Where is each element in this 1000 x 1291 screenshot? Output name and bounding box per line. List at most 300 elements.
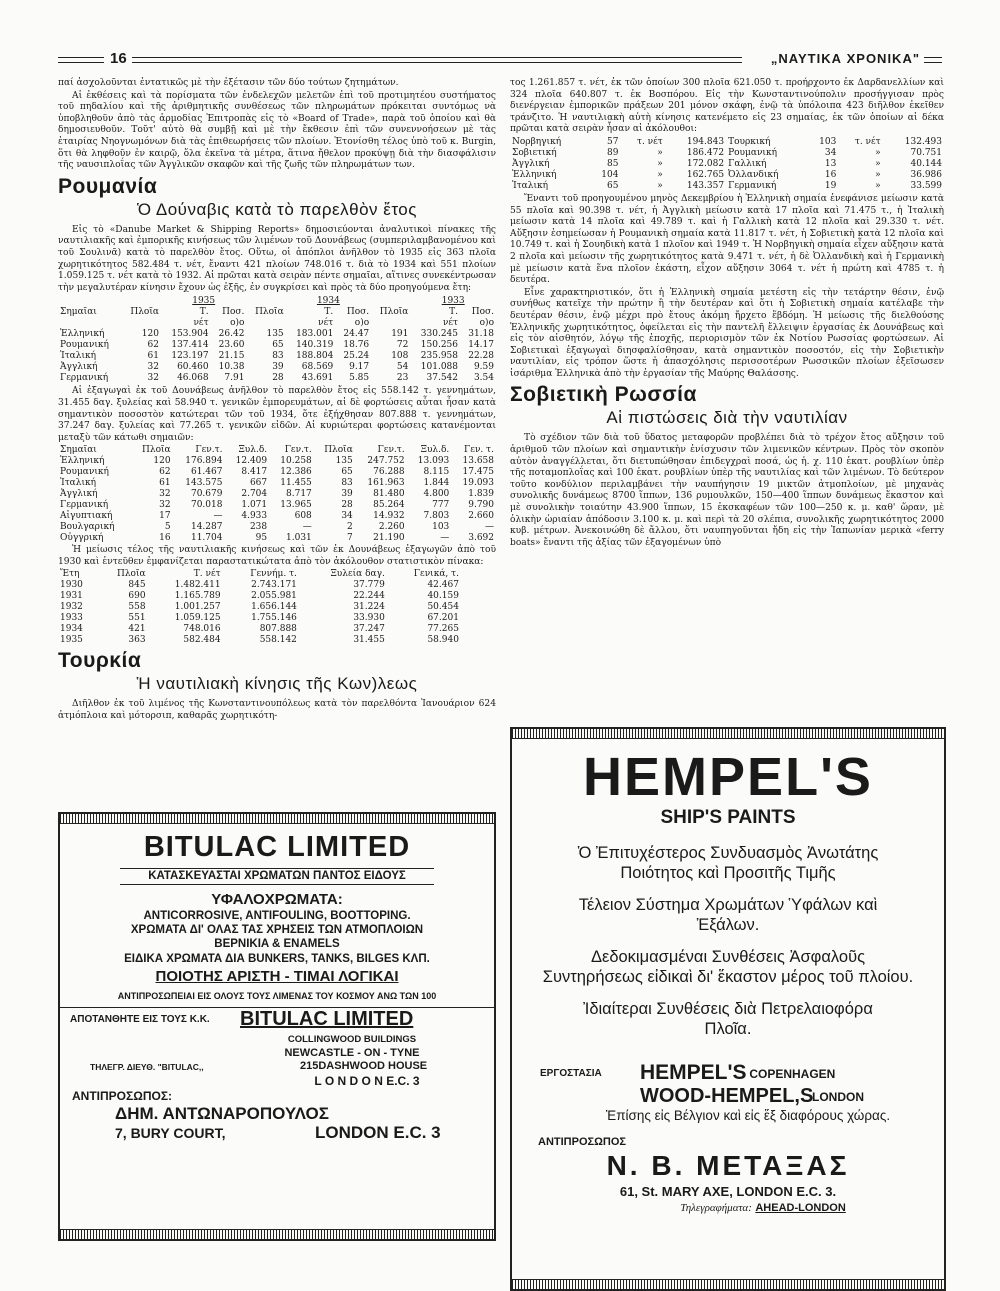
year-cell: 1934 — [316, 296, 340, 307]
bitulac-line: ΕΙΔΙΚΑ ΧΡΩΜΑΤΑ ΔΙΑ BUNKERS, TANKS, BILGES ΚΛΠ. — [124, 953, 430, 965]
table-cell: Ρουμανική — [728, 147, 777, 158]
table-cell: 39 — [341, 489, 353, 500]
table-cell: 2.260 — [378, 522, 405, 533]
table-cell: 162.765 — [686, 169, 725, 180]
table-cell: 132.493 — [904, 136, 942, 147]
table-cell: Ἔτη — [60, 569, 80, 580]
constantinople-flags-table — [510, 137, 944, 192]
table-cell: 19 — [824, 180, 837, 191]
table-cell: 143.357 — [686, 180, 725, 191]
table-cell: 1.755.146 — [251, 613, 297, 624]
table-cell: 140.319 — [296, 340, 334, 351]
table-cell: 83 — [341, 478, 353, 489]
bitulac-contact-name: BITULAC LIMITED — [240, 1008, 414, 1030]
table-body — [58, 456, 496, 544]
table-cell: 363 — [128, 635, 146, 646]
table-cell: 13 — [824, 158, 837, 169]
bitulac-name: BITULAC LIMITED — [143, 831, 411, 863]
hempel-text: Δεδοκιμασμέναι Συνθέσεις Ἀσφαλοῦς Συντηρήσεως εἰδικαὶ δι' ἕκαστον μέρος τοῦ πλοίου. — [542, 948, 914, 986]
table-cell: 13.965 — [280, 500, 312, 511]
table-cell: 2 — [347, 522, 353, 533]
ad-border-stripe — [60, 1229, 494, 1239]
magazine-title: „ΝΑΥΤΙΚΑ ΧΡΟΝΙΚΑ" — [770, 51, 920, 66]
paragraph: Αἱ ἐξαγωγαὶ ἐκ τοῦ Δουνάβεως ἀνῆλθον τὸ παρελθὸν ἔτος εἰς 558.142 τ. γεννημάτων, 31.455 δαγ. ξυλείας καὶ 58.940 τ. γενικῶν ἐμπορευμάτων, αἱ δὲ φορτώσεις αὗται ἦσαν κατὰ σημαντικὸν ποσοστὸν κατώτεραι τῶν τοῦ 1934, ὅτε ἐξήχθησαν 807.888 τ. γεννημάτων, 37.247 δαγ. ξυλείας καὶ 77.265 τ. γενικῶν εἰδῶν. Αἱ κυριώτεραι φορτώσεις κατανέμονται μεταξὺ τῶν κάτωθι σημαιῶν: — [58, 386, 496, 443]
table-cell: 4.800 — [423, 489, 450, 500]
hempel-text: Ὁ Ἐπιτυχέστερος Συνδυασμὸς Ἀνωτάτης Ποιότητος καὶ Προσιτῆς Τιμῆς — [577, 844, 879, 882]
table-cell: 31.224 — [353, 602, 385, 613]
table-cell: 37.542 — [426, 373, 459, 384]
table-cell: 72 — [396, 340, 409, 351]
section-heading-soviet: Σοβιετικὴ Ρωσσία — [510, 383, 697, 407]
bitulac-rep-name: ΔΗΜ. ΑΝΤΩΝΑΡΟΠΟΥΛΟΣ — [115, 1104, 329, 1123]
bitulac-address-line: NEWCASTLE - ON - TYNE — [284, 1047, 420, 1059]
table-cell: Γεν.τ. — [377, 445, 405, 456]
table-cell: 247.752 — [367, 456, 405, 467]
header-rule-right — [924, 57, 942, 63]
table-cell: Αἰγυπτιακή — [60, 511, 113, 522]
table-cell: 1.482.411 — [174, 580, 221, 591]
table-cell: 104 — [601, 169, 619, 180]
table-cell: 1935 — [60, 635, 83, 646]
table-row — [58, 613, 461, 624]
table-cell: 558.142 — [259, 635, 297, 646]
table-cell: Γαλλική — [728, 158, 767, 169]
table-row — [58, 624, 461, 635]
table-cell: 1930 — [60, 580, 83, 591]
table-cell: Ξυλ.δ. — [420, 445, 450, 456]
table-cell: Ἰταλική — [512, 180, 548, 191]
table-cell: 10.38 — [218, 362, 245, 373]
table-cell: 31.18 — [468, 329, 494, 340]
table-cell: 25.24 — [343, 351, 370, 362]
table-row — [58, 522, 496, 533]
table-cell: » — [657, 180, 663, 191]
year-cell: 1933 — [441, 296, 465, 307]
paragraph: Τὸ σχέδιον τῶν διὰ τοῦ ὕδατος μεταφορῶν προβλέπει διὰ τὸ τρέχον ἔτος αὔξησιν τοῦ ἀριθμοῦ τῶν πλοίων καὶ σημαντικὴν ἐνίσχυσιν τῶν λιμενικῶν κέντρων. Πρὸς τὸν σκοπὸν αὐτὸν ἀναγγέλλεται, ὅτι διετυπώθησαν ἐπιδεγχραὶ ποσά, ὡς ἡ. χ. 110 ἑκατ. ρουβλίων ὑπὲρ τῆς ποταμοπλοΐας καὶ 100 ἑκατ. ρουβλίων ὑπὲρ τῆς ναυτιλίας καὶ τῶν λιμένων. Τὸ δεύτερον τοῦτο κονδύλιον περιλαμβάνει τὴν ναυπήγησιν 19 μικτῶν ἀτμοπλοίων, μὲ μηχανὰς συνολικῆς δυνάμεως 8700 ἵππων, 136 ρυμουλκῶν, 150—400 ἵππων δυνάμεως ἕκαστον καὶ μὲ συνολικὴν τοιαύτην 43.900 ἵππων, 15 ἐκσκαφέων τῶν 100—250 κ. μ. καθ' ὥραν, μὲ ὁλικὴν ὡριαίαν ἀπόδοσιν 3.100 κ. μ. καὶ περὶ τὰ 20 σλέπια, συνολικῆς χωρητικότητος 2000 κυβ. μέτρων. Ἀνεκοινώθη δὲ ἄλλου, ὅτι ναυπηγοῦνται ἤδη εἰς τὴν Ἰαπωνίαν μερικὰ «ferry boats» ἔναντι τῆς ἀξίας τῶν ἐξαγομένων ὑπὸ — [510, 433, 944, 548]
table-cell: Ξυλεία δαγ. — [330, 569, 385, 580]
left-column — [58, 78, 496, 724]
table-cell: Ποσ. — [471, 307, 494, 318]
table-cell: 5.85 — [349, 373, 370, 384]
table-row — [58, 591, 461, 602]
table-cell: » — [875, 180, 881, 191]
table-cell: 103 — [819, 136, 837, 147]
table-cell: Ἑλληνική — [512, 169, 557, 180]
table-cell: Ρουμανική — [60, 467, 109, 478]
table-cell: ο)ο — [230, 318, 245, 329]
table-row — [510, 170, 944, 181]
table-cell: » — [657, 147, 663, 158]
paragraph: τος 1.261.857 τ. νέτ, ἐκ τῶν ὁποίων 300 πλοῖα 621.050 τ. προήρχοντο ἐκ Δαρδανελλίων καὶ 324 πλοῖα 640.807 τ. ἐκ Βοσπόρου. Εἰς τὴν Κωνσταντινούπολιν προσήγγισαν πρὸς διενέργειαν ἐμπορικῶν πράξεων 201 μόνον σκάφη, ἐνῷ τὰ ὑπόλοιπα 423 διῆλθον ἐκεῖθεν τράνζιτο. Ἡ ναυτιλιακὴ αὐτὴ κίνησις κατενέμετο εἰς 23 σημαίας, ἐκ τῶν ὁποίων αἱ δέκα πρῶται κατὰ σειρὰν ἦσαν αἱ ἀκόλουθοι: — [510, 78, 944, 135]
exports-by-flag-table — [58, 445, 496, 544]
hempel-telegram-value: AHEAD-LONDON — [755, 1202, 846, 1214]
table-cell: Ἀγγλική — [60, 362, 98, 373]
table-cell: Σημαῖαι — [60, 307, 97, 318]
table-cell: Πλοῖα — [142, 445, 171, 456]
table-row — [58, 340, 496, 351]
table-row — [58, 351, 496, 362]
table-cell: 11.455 — [280, 478, 312, 489]
table-cell: 89 — [607, 147, 619, 158]
table-cell: νέτ — [318, 318, 334, 329]
table-cell: 238 — [249, 522, 268, 533]
table-cell: 690 — [128, 591, 146, 602]
table-row — [58, 580, 461, 591]
table-row — [58, 362, 496, 373]
table-cell: 67.201 — [427, 613, 459, 624]
table-cell: 95 — [255, 533, 268, 544]
table-cell: 61 — [159, 478, 171, 489]
table-cell: 17.475 — [462, 467, 494, 478]
year-cell: 1935 — [192, 296, 216, 307]
table-cell: 188.804 — [296, 351, 334, 362]
table-cell: 608 — [294, 511, 312, 522]
hempel-name: HEMPEL'S — [583, 747, 873, 807]
table-cell: Γεν.τ. — [284, 445, 312, 456]
table-cell: 7.803 — [423, 511, 450, 522]
table-cell: 54 — [396, 362, 409, 373]
hempel-text: Τέλειον Σύστημα Χρωμάτων Ὑφάλων καὶ Ἐξάλων. — [578, 896, 878, 934]
table-cell: Πλοῖα — [117, 569, 146, 580]
table-cell: 186.472 — [686, 147, 725, 158]
bitulac-tagline: ΚΑΤΑΣΚΕΥΑΣΤΑΙ ΧΡΩΜΑΤΩΝ ΠΑΝΤΟΣ ΕΙΔΟΥΣ — [120, 868, 434, 885]
table-cell: 14.932 — [373, 511, 405, 522]
table-cell: Γενικά, τ. — [413, 569, 459, 580]
table-cell: 70.018 — [190, 500, 223, 511]
table-cell: 77.265 — [427, 624, 459, 635]
table-cell: — — [213, 511, 223, 522]
table-cell: 33.930 — [353, 613, 385, 624]
table-cell: » — [875, 158, 881, 169]
table-cell: 11.704 — [190, 533, 223, 544]
bitulac-line: ΥΦΑΛΟΧΡΩΜΑΤΑ: — [211, 891, 343, 908]
table-body — [58, 329, 496, 384]
table-cell: Τ. — [199, 307, 209, 318]
bitulac-telegram-row — [60, 1060, 494, 1074]
table-cell: 7.91 — [224, 373, 245, 384]
table-cell: 551 — [128, 613, 146, 624]
table-cell: Γεννήμ. τ. — [250, 569, 297, 580]
table-row — [58, 467, 496, 478]
paragraph: Εἶνε χαρακτηριστικόν, ὅτι ἡ Ἑλληνικὴ σημαία μετέστη εἰς τὴν τετάρτην θέσιν, ἐνῷ συνήθως κατεῖχε τὴν πρώτην ἢ τὴν δευτέραν καὶ ὅτι ἡ Σοβιετικὴ σημαία κατέλαβε τὴν δευτέραν θέσιν, ἐνῷ μέχρι πρὸ ἔτους ἀκόμη ἤρχετο ἕβδόμη. Ἡ μείωσις τῆς διελθούσης Ἑλληνικῆς χωρητικότητος, ὀφείλεται εἰς τὴν παντελῆ ἔλλειψιν ἐργασίας ἐκ Δουνάβεως καὶ εἰς τὸν αἰσθητόν, λόγῳ τῆς ἐποχῆς, περιορισμὸν τῶν ἐκ Νοτίου Ρωσσίας φορτώσεων. Αἱ Σοβιετικαὶ ἐξαγωγαὶ διησφαλίσθησαν, κατὰ σημαντικὸν ποσοστόν, εἰς τὴν Σοβιετικὴν ναυτιλίαν, εἰς τρόπον ὥστε ἡ ἀπασχόλησις περισσοτέρων Ρωσσικῶν πλοίων ἐξεῖσωσεν ἰσάριθμα Ἑλληνικὰ ἀπὸ τὴν ἐργασίαν τῆς Μαύρης Θαλάσσης. — [510, 287, 944, 379]
table-cell: 120 — [141, 329, 159, 340]
table-cell: 2.743.171 — [251, 580, 297, 591]
hempel-london-row — [512, 1085, 944, 1107]
table-cell: 18.76 — [343, 340, 370, 351]
table-cell: 50.454 — [427, 602, 459, 613]
table-cell: ο)ο — [479, 318, 494, 329]
hempel-rep-label: ΑΝΤΙΠΡΟΣΩΠΟΣ — [538, 1136, 627, 1148]
table-row — [58, 635, 461, 646]
table-cell: 40.144 — [910, 158, 942, 169]
table-cell: Γερμανική — [60, 373, 109, 384]
table-cell: 3.54 — [473, 373, 494, 384]
table-cell: 85 — [607, 158, 619, 169]
table-cell: 153.904 — [171, 329, 209, 340]
table-cell: 1933 — [60, 613, 83, 624]
table-cell: 85.264 — [373, 500, 405, 511]
table-cell: 194.843 — [686, 136, 725, 147]
table-cell: 40.159 — [427, 591, 459, 602]
table-cell: 777 — [432, 500, 450, 511]
table-cell: 16 — [159, 533, 171, 544]
table-cell: 5 — [164, 522, 171, 533]
table-cell: 61.467 — [190, 467, 223, 478]
table-cell: Σοβιετική — [512, 147, 557, 158]
table-cell: Ὀλλανδική — [728, 169, 779, 180]
table-cell: 76.288 — [373, 467, 405, 478]
hempel-agent-name: Ν. Β. ΜΕΤΑΞΑΣ — [606, 1150, 850, 1181]
table-header-row — [58, 445, 496, 456]
bitulac-agencies: ΑΝΤΙΠΡΟΣΩΠΕΙΑΙ ΕΙΣ ΟΛΟΥΣ ΤΟΥΣ ΛΙΜΕΝΑΣ ΤΟΥ ΚΟΣΜΟΥ ΑΝΩ ΤΩΝ 100 — [117, 991, 437, 1001]
table-cell: 70.751 — [910, 147, 942, 158]
paragraph: παί ἀσχολοῦνται ἐντατικῶς μὲ τὴν ἐξέτασιν τῶν δύο τούτων ζητημάτων. — [58, 78, 399, 88]
bitulac-line: ΧΡΩΜΑΤΑ ΔΙ' ΟΛΑΣ ΤΑΣ ΧΡΗΣΕΙΣ ΤΩΝ ΑΤΜΟΠΛΟΙΩΝ — [130, 924, 424, 936]
hempel-factory-label: ΕΡΓΟΣΤΑΣΙΑ — [540, 1068, 602, 1079]
table-cell: Σημαῖαι — [60, 445, 97, 456]
table-cell: 58.940 — [427, 635, 459, 646]
table-cell: 22.28 — [468, 351, 494, 362]
table-cell: τ. νέτ — [636, 136, 663, 147]
table-cell: 4.933 — [241, 511, 268, 522]
table-cell: Βουλγαρική — [60, 522, 115, 533]
bitulac-contact-label: ΑΠΟΤΑΝΘΗΤΕ ΕΙΣ ΤΟΥΣ Κ.Κ. — [70, 1014, 210, 1025]
table-cell: — — [485, 522, 494, 533]
table-cell: Ποσ. — [346, 307, 370, 318]
table-row — [510, 137, 944, 148]
table-cell: 172.082 — [686, 158, 725, 169]
table-cell: Ἀγγλική — [512, 158, 550, 169]
yearly-stats-table — [58, 569, 461, 646]
table-cell: 807.888 — [259, 624, 297, 635]
table-cell: Ρουμανική — [60, 340, 109, 351]
table-cell: Γερμανική — [60, 500, 109, 511]
table-cell: 46.068 — [177, 373, 209, 384]
table-cell: Τ. νέτ — [193, 569, 221, 580]
table-cell: 14.17 — [468, 340, 494, 351]
table-cell: Γεν. τ. — [464, 445, 494, 456]
table-cell: 135 — [266, 329, 284, 340]
table-cell: 65 — [272, 340, 284, 351]
bitulac-quality: ΠΟΙΟΤΗΣ ΑΡΙΣΤΗ - ΤΙΜΑΙ ΛΟΓΙΚΑΙ — [155, 968, 399, 985]
table-cell: 21.15 — [218, 351, 245, 362]
table-row — [510, 159, 944, 170]
table-cell: 39 — [272, 362, 284, 373]
table-cell: 34 — [341, 511, 353, 522]
bitulac-rep-label: ΑΝΤΙΠΡΟΣΩΠΟΣ: — [72, 1089, 173, 1103]
table-row — [58, 373, 496, 384]
table-cell: 9.790 — [468, 500, 494, 511]
table-cell: 1934 — [60, 624, 83, 635]
table-row — [58, 500, 496, 511]
table-cell: 2.055.981 — [251, 591, 297, 602]
paragraph: Αἱ ἐκθέσεις καὶ τὰ πορίσματα τῶν ἐνδελεχῶν μελετῶν ἐπὶ τοῦ προτιμητέου συστήματος τοῦ πηδαλίου καὶ τῆς ἀριθμητικῆς συνθέσεως τῶν πληρωμάτων πρόκειται συντόμως νὰ ὑποβληθοῦν ἀπὸ τὰς ἁρμοδίας Ἐπιτροπὰς εἰς τὸ «Board of Trade», παρὰ τοῦ ὁποίου καὶ θὰ δημοσιευθοῦν. Τοῦτ' αὐτὸ θὰ συμβῇ καὶ μὲ τὴν ἔκθεσιν ἐπὶ τῶν συνεννοήσεων μὲ τὰς ἑταιρίας Νηογνωμόνων διὰ τὰς ἐπιθεωρήσεις τῶν πλοίων. Ἐτονίσθη τέλος ὑπὸ τοῦ κ. Burgin, ὅτι θὰ ληφθοῦν ἐν καιρῷ, ὅλα ἐκεῖνα τὰ μέτρα, ἅτινα ἤθελον προκύψῃ διὰ τὴν διασφάλισιν τῆς ναυσιπλοΐας τῶν Ἀγγλικῶν σκαφῶν καὶ τῆς ζωῆς τῶν πληρωμάτων των. — [58, 90, 496, 171]
paragraph: Εἰς τὸ «Danube Market & Shipping Reports» δημοσιεύονται ἀναλυτικοὶ πίνακες τῆς ναυτιλιακῆς καὶ ἐμπορικῆς κινήσεως τῶν λιμένων τοῦ Δουνάβεως (συμπεριλαμβανομένου καὶ τοῦ Σουλινᾶ) κατὰ τὸ παρελθὸν ἔτος. Οὕτω, οἱ ἀπόπλοι ἀνῆλθον τὸ 1935 εἰς 363 πλοῖα χωρητικότητος 582.484 τ. νέτ, ἔναντι 421 πλοίων 748.016 τ. διὰ τὸ 1934 καὶ 551 πλοίων 1.059.125 τ. νέτ κατὰ τὸ 1932. Αἱ πρῶται κατὰ σειρὰν πέντε σημαῖαι, αἵτινες συνεκέντρωσαν τὴν μεγαλυτέραν κίνησιν ἔχουν ὡς ἑξῆς, ἐν συγκρίσει καὶ πρὸς τὰ δύο προηγούμενα ἔτη: — [58, 224, 496, 293]
hempel-advertisement — [510, 727, 946, 1291]
table-cell: 37.247 — [353, 624, 385, 635]
table-row — [58, 511, 496, 522]
table-cell: 120 — [153, 456, 171, 467]
table-cell: 33.599 — [910, 180, 942, 191]
table-cell: 16 — [824, 169, 837, 180]
subheading-constantinople: Ἡ ναυτιλιακὴ κίνησις τῆς Κων)λεως — [136, 674, 418, 694]
table-cell: 34 — [824, 147, 837, 158]
flags-traffic-table — [58, 296, 496, 384]
bitulac-rep-street: 7, BURY COURT, — [115, 1125, 226, 1141]
table-cell: 143.575 — [185, 478, 223, 489]
paragraph: Διῆλθον ἐκ τοῦ λιμένος τῆς Κωνσταντινουπόλεως κατὰ τὸν παρελθόντα Ἰανουάριον 624 ἀτμόπλοια καὶ μότορσιπ, καθαρᾶς χωρητικότη- — [58, 699, 496, 722]
table-cell: 26.42 — [218, 329, 245, 340]
section-heading-romania: Ρουμανία — [58, 174, 158, 198]
table-cell: 108 — [391, 351, 409, 362]
table-cell: Ἑλληνική — [60, 329, 105, 340]
table-cell — [122, 318, 161, 329]
hempel-london-city: LONDON — [812, 1090, 864, 1104]
bitulac-address-line: L O N D O N E.C. 3 — [314, 1074, 420, 1088]
table-cell: » — [657, 169, 663, 180]
table-cell: 68.569 — [301, 362, 334, 373]
table-row — [58, 478, 496, 489]
table-cell: 8.417 — [241, 467, 268, 478]
table-cell: 845 — [128, 580, 146, 591]
bitulac-rep-city: LONDON E.C. 3 — [315, 1123, 441, 1142]
table-cell: 123.197 — [171, 351, 209, 362]
table-cell: 57 — [607, 136, 619, 147]
table-cell: 191 — [391, 329, 409, 340]
table-cell: 43.691 — [301, 373, 334, 384]
hempel-other-countries: Ἐπίσης εἰς Βέλγιον καὶ εἰς ἕξ διαφόρους χώρας. — [605, 1108, 891, 1123]
bitulac-line: BEPNIKIA & ENAMELS — [214, 938, 340, 950]
table-cell: 13.093 — [417, 456, 450, 467]
table-cell: Ξυλ.δ. — [238, 445, 268, 456]
table-cell: 32 — [159, 489, 171, 500]
table-cell: 330.245 — [420, 329, 459, 340]
table-cell: 176.894 — [185, 456, 223, 467]
ad-border-stripe — [512, 1279, 944, 1289]
table-cell: 24.47 — [343, 329, 370, 340]
table-cell: 36.986 — [910, 169, 942, 180]
table-cell: νέτ — [193, 318, 209, 329]
table-cell: » — [875, 147, 881, 158]
table-cell: 23 — [396, 373, 409, 384]
subheading-credits: Αἱ πιστώσεις διὰ τὴν ναυτιλίαν — [606, 408, 848, 428]
bitulac-telegram: ΤΗΛΕΓΡ. ΔΙΕΥΘ. "BITULAC,, — [90, 1062, 204, 1072]
table-cell: 19.093 — [462, 478, 494, 489]
table-cell: 8.717 — [286, 489, 312, 500]
paragraph: Ἡ μείωσις τέλος τῆς ναυτιλιακῆς κινήσεως καὶ τῶν ἐκ Δουνάβεως ἐξαγωγῶν ἀπὸ τοῦ 1930 καὶ ἐντεῦθεν ἐμφανίζεται παραστατικώτατα ἀπὸ τὸν ἀκόλουθον στατιστικὸν πίνακα: — [58, 545, 496, 567]
table-cell: Ἰταλική — [60, 351, 96, 362]
table-cell: 32 — [147, 362, 159, 373]
table-cell: 137.414 — [171, 340, 209, 351]
table-cell: 28 — [341, 500, 353, 511]
table-cell: 22.244 — [353, 591, 385, 602]
table-row — [510, 181, 944, 192]
paragraph: Ἔναντι τοῦ προηγουμένου μηνὸς Δεκεμβρίου ἡ Ἑλληνικὴ σημαία ἐνεφάνισε μείωσιν κατὰ 55 πλοῖα καὶ 90.398 τ. νέτ, ἡ Ἀγγλικὴ μείωσιν κατὰ 17 πλοῖα καὶ 71.475 τ., ἡ Ἰταλικὴ μείωσιν κατὰ 14 πλοῖα καὶ 49.789 τ. καὶ ἡ Γαλλικὴ κατὰ 12 πλοῖα καὶ 29.330 τ. νέτ. Αὔξησιν ἐσημείωσαν ἡ Ρουμανικὴ σημαία κατὰ 11.817 τ. νέτ, ἡ Σοβιετικὴ κατὰ 12 πλοῖα καὶ 10.749 τ. καὶ ἡ Σουηδικὴ κατὰ 1 πλοῖον καὶ 1949 τ. Ἡ Νορβηγικὴ σημαία εἶχεν αὔξησιν κατὰ 2 πλοῖα καὶ μείωσιν τῆς χωρητικότητος κατὰ 9.471 τ. νέτ, ἡ δὲ Ὀλλανδικὴ καὶ ἡ Γερμανικὴ μὲ μείωσιν κατὰ ἕνα πλοῖον ἑκάστη, εἶχον αὔξησιν 3064 τ. νέτ ἡ πρώτη καὶ 4785 τ. ἡ δευτέρα. — [510, 193, 944, 286]
hempel-london-name: WOOD-HEMPEL,S — [640, 1085, 814, 1107]
table-cell: 1.031 — [286, 533, 312, 544]
hempel-factory-city: - COPENHAGEN — [742, 1067, 836, 1081]
bitulac-line: ANTICORROSIVE, ANTIFOULING, BOOTTOPING. — [143, 910, 411, 922]
table-cell: 37.779 — [353, 580, 385, 591]
table-cell: 7 — [347, 533, 353, 544]
table-row — [58, 489, 496, 500]
table-cell: Γεν.τ. — [195, 445, 223, 456]
table-cell: 9.17 — [349, 362, 370, 373]
table-cell: 23.60 — [218, 340, 245, 351]
header-rule-middle — [132, 57, 742, 63]
table-cell: Ἀγγλική — [60, 489, 98, 500]
table-cell: 81.480 — [373, 489, 405, 500]
table-cell: 28 — [272, 373, 284, 384]
table-cell: Ποσ. — [222, 307, 245, 318]
table-cell: 2.660 — [468, 511, 494, 522]
table-cell: 9.59 — [473, 362, 494, 373]
table-cell: 8.115 — [423, 467, 450, 478]
table-cell: 32 — [147, 373, 159, 384]
table-cell: 1.844 — [423, 478, 450, 489]
table-cell: Ἰταλική — [60, 478, 96, 489]
table-cell — [246, 318, 285, 329]
table-cell: 1.656.144 — [251, 602, 297, 613]
table-cell: νέτ — [442, 318, 459, 329]
subheading-danube: Ὁ Δούναβις κατὰ τὸ παρελθὸν ἔτος — [137, 199, 417, 219]
table-cell: Τ. — [449, 307, 459, 318]
bitulac-contact-row — [60, 1007, 494, 1034]
table-cell: 748.016 — [183, 624, 221, 635]
hempel-factory-row — [512, 1061, 944, 1085]
table-cell: Τουρκική — [728, 136, 771, 147]
hempel-subtitle: SHIP'S PAINTS — [660, 807, 796, 828]
table-cell: 12.386 — [280, 467, 312, 478]
right-column — [510, 78, 944, 550]
table-cell: 421 — [128, 624, 146, 635]
table-row — [58, 533, 496, 544]
table-cell: 32 — [159, 500, 171, 511]
table-cell: 70.679 — [190, 489, 223, 500]
ad-border-stripe — [512, 729, 944, 739]
table-cell: 21.190 — [373, 533, 405, 544]
table-cell: 161.963 — [367, 478, 405, 489]
bitulac-address-line: COLLINGWOOD BUILDINGS — [287, 1034, 417, 1045]
table-cell: 83 — [272, 351, 284, 362]
table-cell: 65 — [607, 180, 619, 191]
header-rule-left — [58, 57, 104, 63]
ad-border-stripe — [60, 814, 494, 824]
table-cell: 667 — [249, 478, 268, 489]
table-cell: 13.658 — [462, 456, 494, 467]
table-cell: 10.258 — [280, 456, 312, 467]
table-cell: » — [875, 169, 881, 180]
table-cell: Πλοῖα — [324, 445, 353, 456]
table-header-row — [58, 569, 461, 580]
table-cell: 103 — [432, 522, 450, 533]
table-cell: Πλοῖα — [255, 307, 284, 318]
table-header-row — [58, 318, 496, 329]
hempel-agent-address: 61, St. MARY AXE, LONDON E.C. 3. — [619, 1184, 837, 1199]
table-cell: 135 — [335, 456, 353, 467]
table-cell: 183.001 — [296, 329, 334, 340]
section-heading-turkey: Τουρκία — [58, 649, 142, 673]
bitulac-rep-address — [60, 1123, 494, 1143]
table-cell: Οὐγγρική — [60, 533, 104, 544]
table-cell: 1.071 — [241, 500, 268, 511]
hempel-text: Ἰδιαίτεραι Συνθέσεις διὰ Πετρελαιοφόρα Πλοῖα. — [583, 1000, 873, 1038]
table-cell: 60.460 — [177, 362, 209, 373]
table-cell: 42.467 — [427, 580, 459, 591]
table-cell: ο)ο — [354, 318, 370, 329]
table-row — [58, 329, 496, 340]
table-cell: 235.958 — [420, 351, 459, 362]
